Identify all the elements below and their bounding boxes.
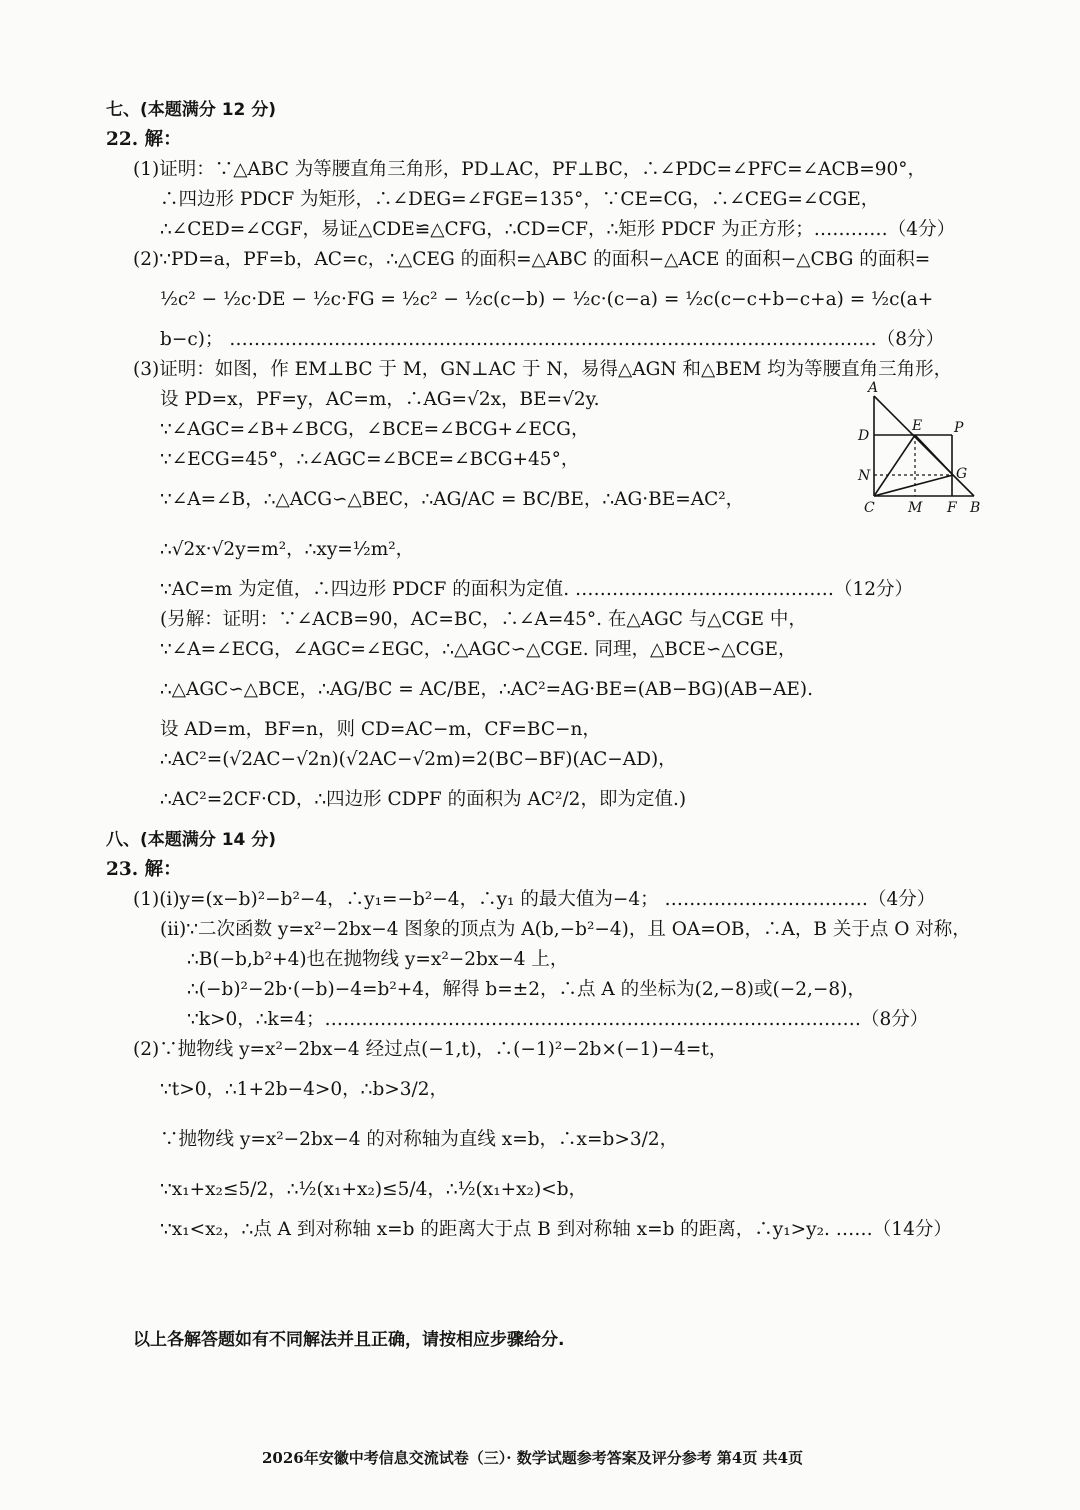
label-n: N <box>858 468 871 484</box>
section-heading: 八、(本题满分 14 分) <box>106 830 277 850</box>
text-line: ∵∠A=∠ECG，∠AGC=∠EGC，∴△AGC∽△CGE. 同理，△BCE∽△CGE， <box>160 639 797 660</box>
section-heading: 七、(本题满分 12 分) <box>106 100 277 120</box>
text-line: (3)证明：如图，作 EM⊥BC 于 M，GN⊥AC 于 N，易得△AGN 和△BEM 均为等腰直角三角形， <box>133 359 953 380</box>
page-footer: 2026年安徽中考信息交流试卷（三）· 数学试题参考答案及评分参考 第4页 共4页 <box>262 1449 804 1467</box>
text-line: ∴B(−b,b²+4)也在抛物线 y=x²−2bx−4 上， <box>187 949 569 970</box>
text-line: 设 PD=x，PF=y，AC=m，∴AG=√2x，BE=√2y. <box>160 389 600 410</box>
text-line: ∵∠ECG=45°，∴∠AGC=∠BCE=∠BCG+45°， <box>160 449 580 470</box>
text-line: ∴∠CED=∠CGF，易证△CDE≌△CFG，∴CD=CF，∴矩形 PDCF 为正方形；…………（4分） <box>160 219 956 240</box>
text-line: ∵x₁+x₂≤5/2，∴½(x₁+x₂)≤5/4，∴½(x₁+x₂)<b， <box>160 1179 588 1200</box>
geometry-figure <box>852 378 992 518</box>
label-g: G <box>956 466 968 482</box>
text-line: 23. 解： <box>106 859 182 880</box>
text-line: ∵k>0，∴k=4；……………………………………………………………………………（8分） <box>187 1009 929 1030</box>
text-line: ∵x₁<x₂，∴点 A 到对称轴 x=b 的距离大于点 B 到对称轴 x=b 的距离，∴y₁>y₂. ……（14分） <box>160 1219 952 1240</box>
label-m: M <box>908 500 923 516</box>
text-line: b−c)； ……………………………………………………………………………………………（8分） <box>160 329 945 350</box>
text-line: ∴AC²=2CF·CD，∴四边形 CDPF 的面积为 AC²/2，即为定值.) <box>160 789 687 810</box>
label-d: D <box>858 428 870 444</box>
text-line: (1)(i)y=(x−b)²−b²−4，∴y₁=−b²−4，∴y₁ 的最大值为−4； ……………………………（4分） <box>133 889 936 910</box>
label-a: A <box>868 380 879 396</box>
text-line: 设 AD=m，BF=n，则 CD=AC−m，CF=BC−n， <box>160 719 601 740</box>
text-line: (ii)∵二次函数 y=x²−2bx−4 图象的顶点为 A(b,−b²−4)，且 OA=OB，∴A，B 关于点 O 对称， <box>160 919 971 940</box>
text-line: ∵AC=m 为定值，∴四边形 PDCF 的面积为定值. ……………………………………（12分） <box>160 579 914 600</box>
text-line: ∴(−b)²−2b·(−b)−4=b²+4，解得 b=±2，∴点 A 的坐标为(2,−8)或(−2,−8)， <box>187 979 866 1000</box>
text-line: ∵抛物线 y=x²−2bx−4 的对称轴为直线 x=b，∴x=b>3/2， <box>160 1129 679 1150</box>
text-line: ∴√2x·√2y=m²，∴xy=½m²， <box>160 539 415 560</box>
label-e: E <box>912 418 923 434</box>
text-line: ∴四边形 PDCF 为矩形，∴∠DEG=∠FGE=135°，∵CE=CG，∴∠CEG=∠CGE， <box>160 189 880 210</box>
text-line: ∵∠A=∠B，∴△ACG∽△BEC，∴AG/AC = BC/BE，∴AG·BE=AC²， <box>160 489 745 510</box>
text-line: ∴△AGC∽△BCE，∴AG/BC = AC/BE，∴AC²=AG·BE=(AB−BG)(AB−AE). <box>160 679 814 700</box>
text-line: ∵∠AGC=∠B+∠BCG，∠BCE=∠BCG+∠ECG， <box>160 419 590 440</box>
label-f: F <box>947 500 957 516</box>
label-p: P <box>954 420 964 436</box>
text-line: (1)证明：∵△ABC 为等腰直角三角形，PD⊥AC，PF⊥BC，∴∠PDC=∠PFC=∠ACB=90°， <box>133 159 927 180</box>
text-line: 22. 解： <box>106 129 182 150</box>
text-line: (2)∵PD=a，PF=b，AC=c，∴△CEG 的面积=△ABC 的面积−△ACE 的面积−△CBG 的面积= <box>133 249 931 270</box>
label-b: B <box>970 500 981 516</box>
text-line: (另解：证明：∵∠ACB=90，AC=BC，∴∠A=45°. 在△AGC 与△CGE 中， <box>160 609 807 630</box>
text-line: ∵t>0，∴1+2b−4>0，∴b>3/2， <box>160 1079 449 1100</box>
text-line: 以上各解答题如有不同解法并且正确，请按相应步骤给分. <box>133 1330 565 1350</box>
label-c: C <box>864 500 875 516</box>
text-line: ∴AC²=(√2AC−√2n)(√2AC−√2m)=2(BC−BF)(AC−AD)， <box>160 749 677 770</box>
text-line: ½c² − ½c·DE − ½c·FG = ½c² − ½c(c−b) − ½c·(c−a) = ½c(c−c+b−c+a) = ½c(a+ <box>160 289 934 310</box>
text-line: (2)∵抛物线 y=x²−2bx−4 经过点(−1,t)，∴(−1)²−2b×(−1)−4=t， <box>133 1039 728 1060</box>
